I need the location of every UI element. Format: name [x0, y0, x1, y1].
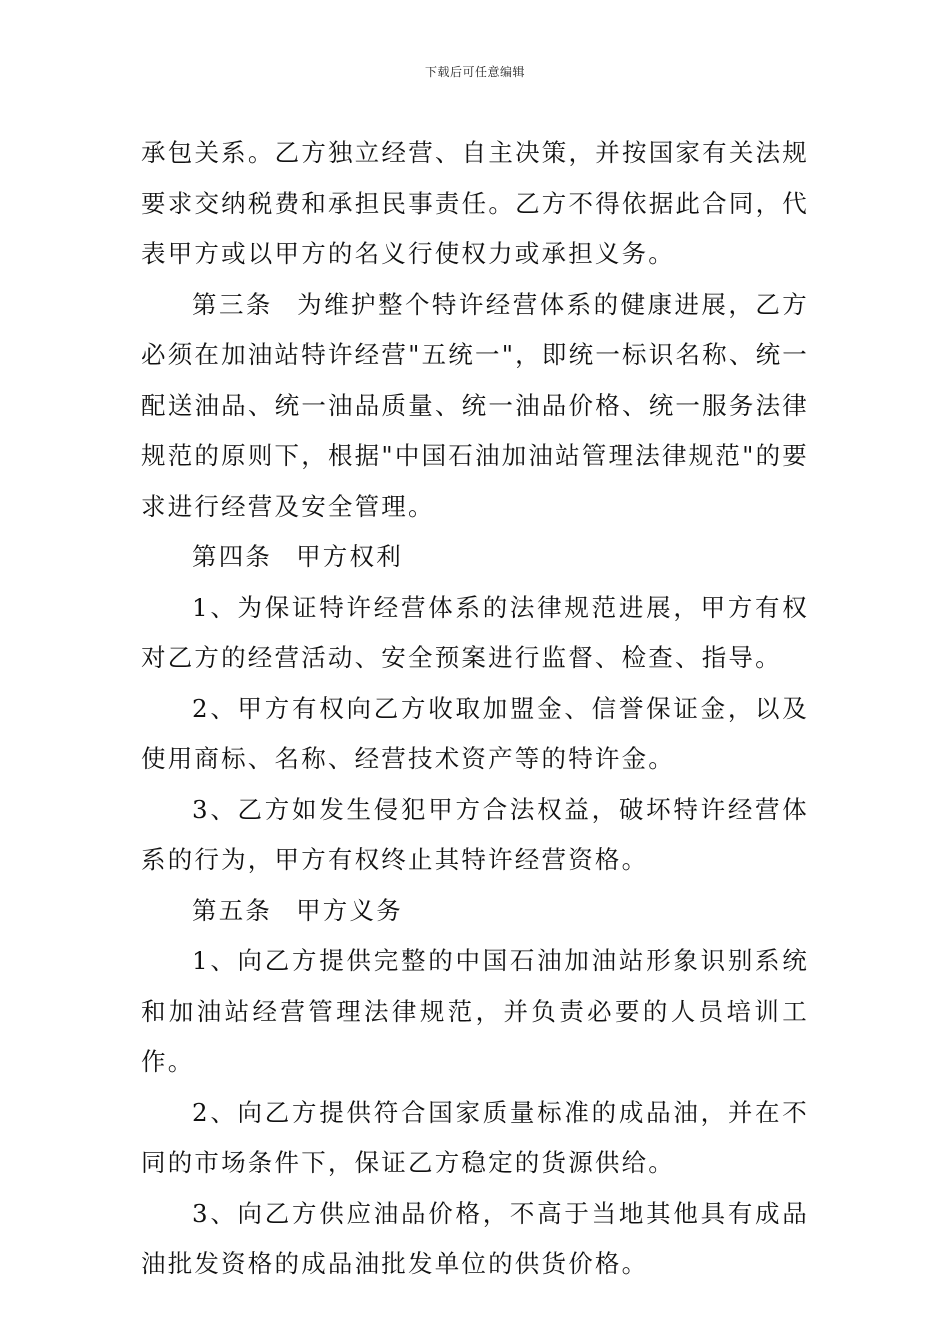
article-5-item-1: 1、向乙方提供完整的中国石油加油站形象识别系统和加油站经营管理法律规范，并负责必要的人员培训工作。: [141, 946, 809, 1076]
article-3-body: 为维护整个特许经营体系的健康进展，乙方必须在加油站特许经营"五统一"，即统一标识名称、统一配送油品、统一油品质量、统一油品价格、统一服务法律规范的原则下，根据"中国石油加油站管理法律规范"的要求进行经营及安全管理。: [141, 289, 809, 521]
article-4-item-3: 3、乙方如发生侵犯甲方合法权益，破坏特许经营体系的行为，甲方有权终止其特许经营资格。: [141, 794, 809, 874]
article-5-item-3: 3、向乙方供应油品价格，不高于当地其他具有成品油批发资格的成品油批发单位的供货价格。: [141, 1198, 809, 1278]
article-4-heading: [141, 532, 809, 583]
article-5-heading-text: 甲方义务: [296, 895, 403, 925]
article-4-heading-text: 甲方权利: [296, 542, 403, 571]
article-5-title: 第五条: [192, 895, 273, 925]
page-header: 下载后可任意编辑: [424, 65, 525, 79]
paragraph-continuation: 承包关系。乙方独立经营、自主决策，并按国家有关法规要求交纳税费和承担民事责任。乙方不得依据此合同，代表甲方或以甲方的名义行使权力或承担义务。: [141, 138, 809, 268]
article-4-item-1: 1、为保证特许经营体系的法律规范进展，甲方有权对乙方的经营活动、安全预案进行监督、检查、指导。: [141, 592, 809, 672]
article-4-title: 第四条: [192, 542, 273, 571]
article-3: [141, 280, 809, 533]
document-body: [141, 128, 809, 1290]
article-3-title: 第三条: [192, 289, 273, 319]
article-5-heading: [141, 886, 809, 937]
article-4-item-2: 2、甲方有权向乙方收取加盟金、信誉保证金，以及使用商标、名称、经营技术资产等的特许金。: [141, 693, 809, 773]
article-5-item-2: 2、向乙方提供符合国家质量标准的成品油，并在不同的市场条件下，保证乙方稳定的货源供给。: [141, 1097, 809, 1177]
